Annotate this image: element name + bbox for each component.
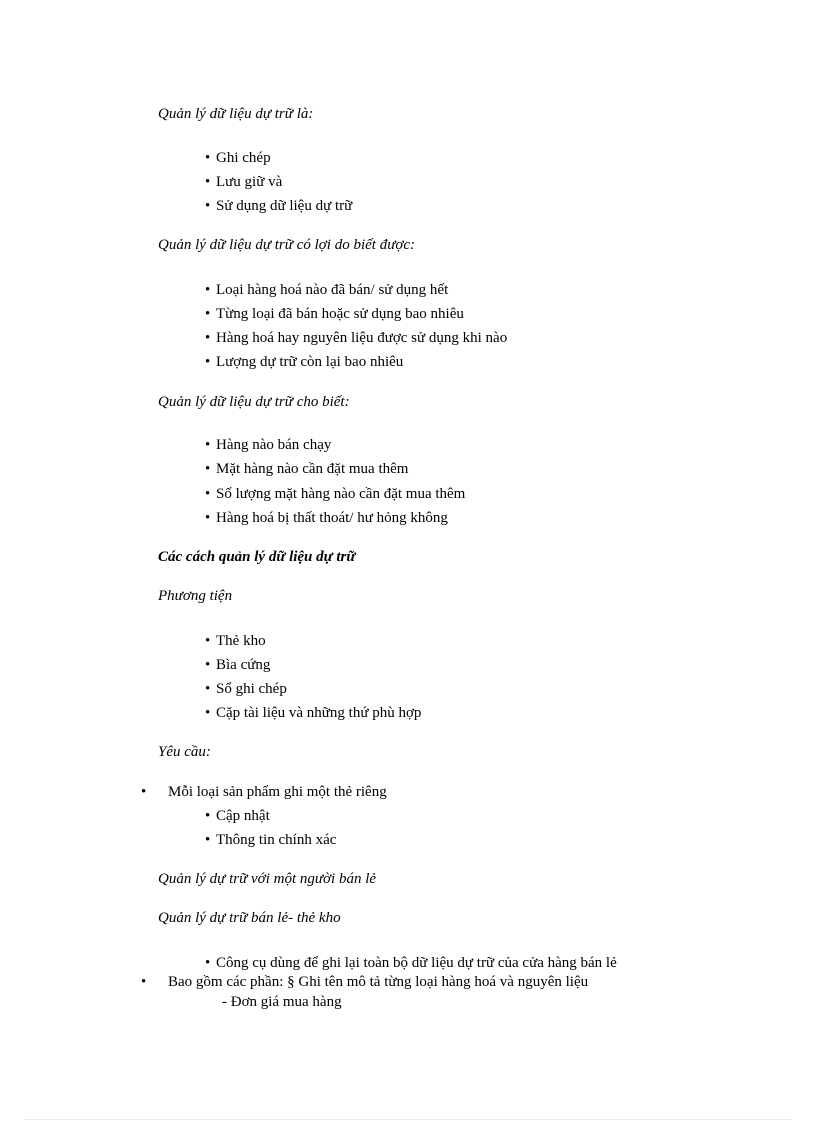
bullet-icon: • (205, 282, 211, 298)
list-item: • Thông tin chính xác (205, 832, 337, 848)
list-item: • Hàng hoá bị thất thoát/ hư hỏng không (205, 510, 448, 526)
list-item: • Thẻ kho (205, 633, 266, 649)
bullet-icon: • (205, 705, 211, 721)
list-item: • Sử dụng dữ liệu dự trữ (205, 198, 353, 214)
list-item: • Số lượng mặt hàng nào cần đặt mua thêm (205, 486, 466, 502)
outer-list-item: • Bao gồm các phần: § Ghi tên mô tả từng loại hàng hoá và nguyên liệu (141, 974, 589, 990)
outer-list-item: • Mỗi loại sản phẩm ghi một thẻ riêng (141, 784, 387, 800)
list-item: • Hàng nào bán chạy (205, 437, 332, 453)
bullet-icon: • (205, 955, 211, 971)
list-item: • Cặp tài liệu và những thứ phù hợp (205, 705, 422, 721)
bullet-icon: • (205, 306, 211, 322)
list-item: • Cập nhật (205, 808, 270, 824)
list-item: • Từng loại đã bán hoặc sử dụng bao nhiêu (205, 306, 464, 322)
bullet-icon: • (141, 974, 147, 990)
bullet-icon: • (205, 510, 211, 526)
section-heading-bold: Các cách quản lý dữ liệu dự trữ (158, 549, 356, 565)
bullet-icon: • (205, 150, 211, 166)
list-item: • Ghi chép (205, 150, 271, 166)
list-item: • Công cụ dùng để ghi lại toàn bộ dữ liệu dự trữ của cửa hàng bán lẻ (205, 955, 617, 971)
bullet-icon: • (141, 784, 147, 800)
list-item: • Hàng hoá hay nguyên liệu được sử dụng khi nào (205, 330, 508, 346)
bullet-icon: • (205, 437, 211, 453)
section-heading: Quản lý dự trữ bán lẻ- thẻ kho (158, 910, 341, 926)
bullet-icon: • (205, 354, 211, 370)
bullet-icon: • (205, 330, 211, 346)
list-item: • Lượng dự trữ còn lại bao nhiêu (205, 354, 404, 370)
page-bottom-divider (25, 1119, 791, 1120)
section-heading: Yêu cầu: (158, 744, 211, 760)
list-item: • Mặt hàng nào cần đặt mua thêm (205, 461, 409, 477)
list-item: • Bìa cứng (205, 657, 271, 673)
section-heading: Quản lý dữ liệu dự trữ có lợi do biết được: (158, 237, 416, 253)
bullet-icon: • (205, 486, 211, 502)
bullet-icon: • (205, 681, 211, 697)
section-heading: Quản lý dự trữ với một người bán lẻ (158, 871, 377, 887)
bullet-icon: • (205, 174, 211, 190)
bullet-icon: • (205, 633, 211, 649)
section-heading: Quản lý dữ liệu dự trữ là: (158, 106, 314, 122)
list-item: • Lưu giữ và (205, 174, 283, 190)
list-item: • Sổ ghi chép (205, 681, 287, 697)
sub-line: - Đơn giá mua hàng (222, 994, 342, 1010)
bullet-icon: • (205, 461, 211, 477)
bullet-icon: • (205, 198, 211, 214)
bullet-icon: • (205, 657, 211, 673)
list-item: • Loại hàng hoá nào đã bán/ sử dụng hết (205, 282, 449, 298)
bullet-icon: • (205, 808, 211, 824)
bullet-icon: • (205, 832, 211, 848)
section-heading: Phương tiện (158, 588, 233, 604)
section-heading: Quản lý dữ liệu dự trữ cho biết: (158, 394, 350, 410)
